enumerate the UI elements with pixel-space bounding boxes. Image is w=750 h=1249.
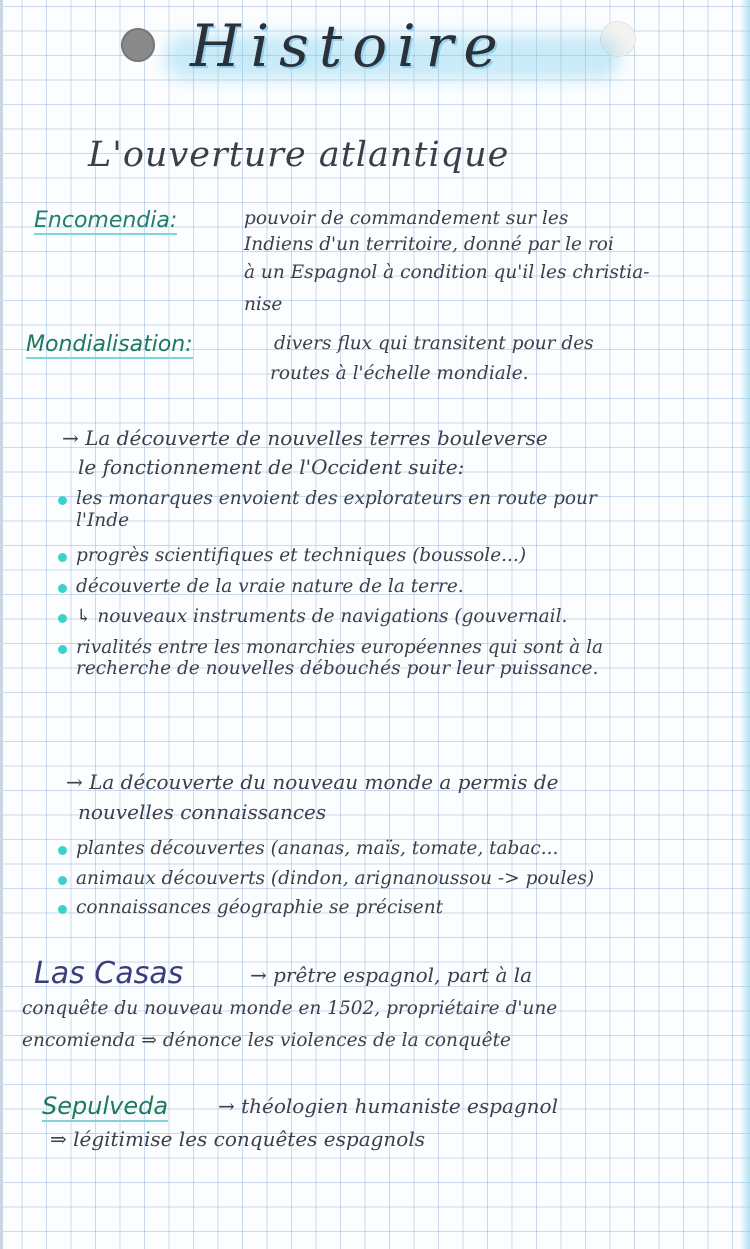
list-item: rivalités entre les monarchies européennes qui sont à la recherche de nouvelles débouchés pour leur puissance.: [58, 637, 686, 680]
list-item: ↳ nouveaux instruments de navigations (gouvernail.: [58, 606, 718, 628]
definition-line: pouvoir de commandement sur les: [244, 208, 569, 229]
definition-line: divers flux qui transitent pour des: [274, 333, 594, 354]
section2-bullet-list: [58, 838, 738, 919]
definition-term-mondialisation: Mondialisation:: [26, 332, 193, 357]
punch-hole-left: [121, 28, 155, 62]
person-line: encomienda ⇒ dénonce les violences de la conquête: [22, 1030, 511, 1051]
person-line: → prêtre espagnol, part à la: [250, 963, 533, 987]
page-title: Histoire: [190, 12, 508, 80]
page-left-edge: [0, 0, 3, 1249]
list-item: connaissances géographie se précisent: [58, 897, 738, 919]
definition-line: à un Espagnol à condition qu'il les christia-: [244, 262, 650, 283]
page-right-edge: [740, 0, 750, 1249]
section2-intro-line: nouvelles connaissances: [78, 800, 327, 824]
section1-intro-line: → La découverte de nouvelles terres bouleverse: [62, 426, 548, 450]
list-item: les monarques envoient des explorateurs en route pour l'Inde: [58, 488, 636, 531]
person-name-las-casas: Las Casas: [34, 956, 184, 991]
definition-line: Indiens d'un territoire, donné par le roi: [244, 234, 614, 255]
list-item: animaux découverts (dindon, arignanoussou -> poules): [58, 868, 738, 890]
list-item: progrès scientifiques et techniques (boussole...): [58, 545, 718, 567]
definition-line: routes à l'échelle mondiale.: [270, 363, 529, 384]
definition-line: nise: [244, 294, 283, 315]
person-line: conquête du nouveau monde en 1502, propriétaire d'une: [22, 998, 558, 1019]
list-item: plantes découvertes (ananas, maïs, tomate, tabac...: [58, 838, 738, 860]
person-name-sepulveda: Sepulveda: [42, 1092, 169, 1120]
page-subtitle: L'ouverture atlantique: [88, 135, 510, 175]
section2-intro-line: → La découverte du nouveau monde a permis de: [66, 770, 559, 794]
list-item: découverte de la vraie nature de la terre.: [58, 576, 718, 598]
person-line: ⇒ légitimise les conquêtes espagnols: [50, 1127, 425, 1151]
section1-intro-line: le fonctionnement de l'Occident suite:: [78, 455, 465, 479]
section1-bullet-list: [58, 488, 718, 680]
person-line: → théologien humaniste espagnol: [218, 1094, 558, 1118]
definition-term-encomendia: Encomendia:: [34, 208, 178, 233]
